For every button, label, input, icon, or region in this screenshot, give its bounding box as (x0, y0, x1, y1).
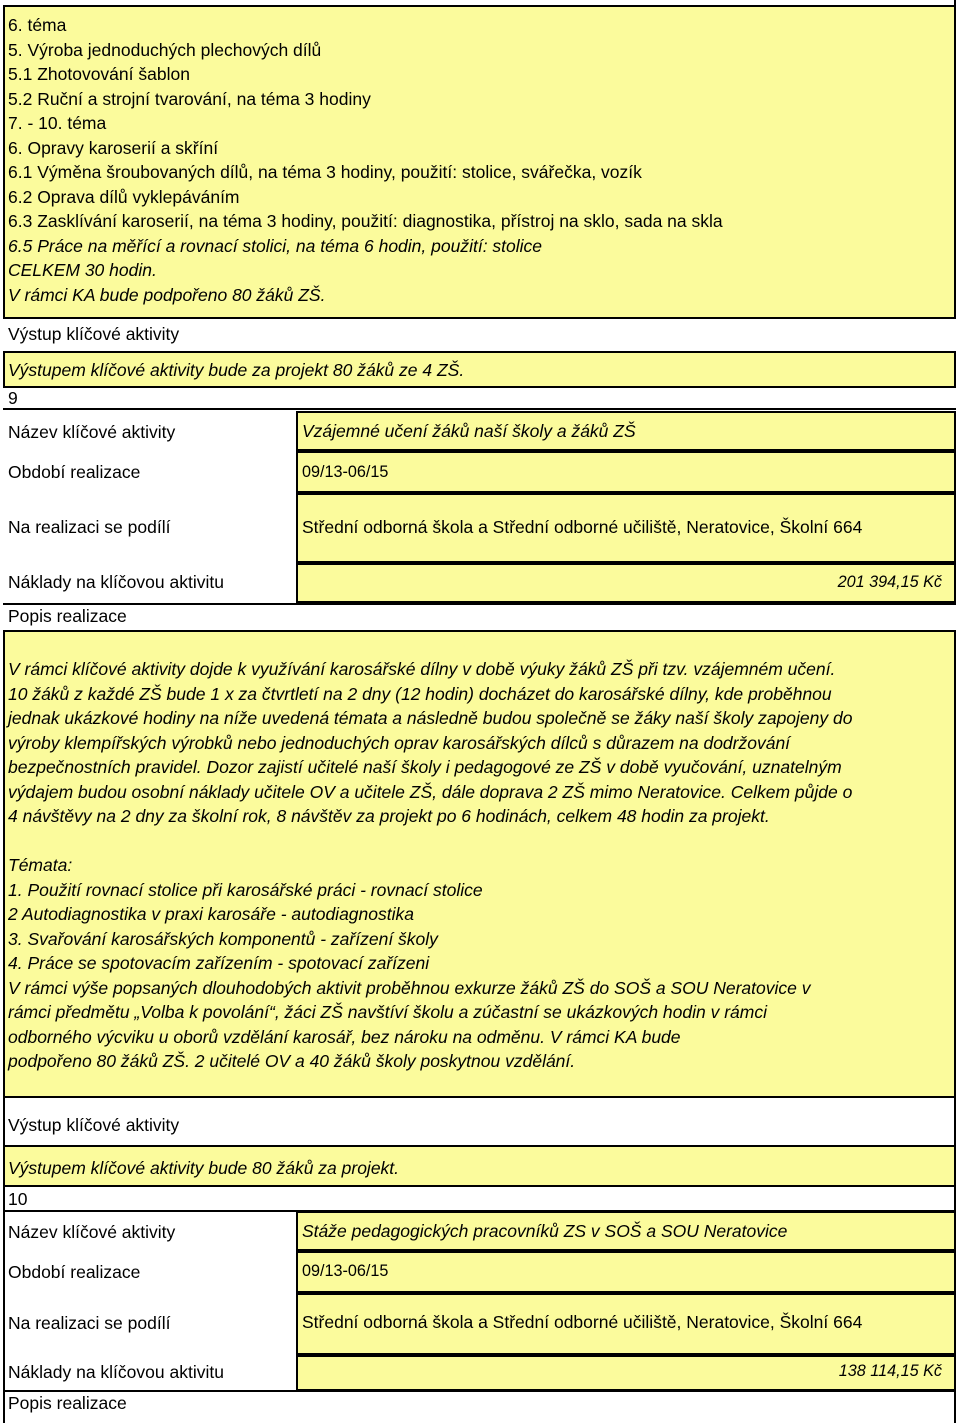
description-line: 4. Práce se spotovacím zařízením - spotovací zařízeni (8, 953, 430, 973)
intro-line: CELKEM 30 hodin. (8, 260, 157, 280)
activity-9-cost-value: 201 394,15 Kč (837, 573, 942, 591)
description-line: odborného výcviku u oborů vzdělání karosář, bez nároku na odměnu. V rámci KA bude (8, 1026, 681, 1047)
activity-9-participant-label: Na realizaci se podílí (8, 517, 171, 537)
description-line: Témata: (8, 855, 73, 875)
activity-9-period-cell (296, 451, 956, 493)
activity-9-number: 9 (8, 388, 18, 408)
activity-10-period-value: 09/13-06/15 (302, 1262, 389, 1280)
intro-line: V rámci KA bude podpořeno 80 žáků ZŠ. (8, 284, 326, 305)
intro-line: 5. Výroba jednoduchých plechových dílů (8, 39, 322, 60)
activity-10-cost-value: 138 114,15 Kč (838, 1362, 942, 1380)
activity-9-name-value: Vzájemné učení žáků naší školy a žáků ZŠ (302, 421, 636, 441)
description-line: 10 žáků z každé ZŠ bude 1 x za čtvrtletí na 2 dny (12 hodin) docházet do karosářské dílny, kde proběhnou (8, 683, 832, 704)
divider-out2b (3, 1185, 956, 1187)
description-line: 4 návštěvy na 2 dny za školní rok, 8 návštěv za projekt po 6 hodinách, celkem 48 hodin za projekt. (8, 806, 770, 826)
description-line: rámci předmětu „Volba k povolání“, žáci ZŠ navštíví školu a zúčastní se ukázkových hodin v rámci (8, 1002, 767, 1022)
activity-10-period-label: Období realizace (8, 1262, 141, 1282)
description-line: jednak ukázkové hodiny na níže uvedená témata a následně budou společně se žáky naší školy zapojeny do (8, 708, 853, 728)
activity-10-participant-value: Střední odborná škola a Střední odborné učiliště, Neratovice, Školní 664 (302, 1312, 863, 1332)
activity-10-name-label: Název klíčové aktivity (8, 1222, 176, 1242)
activity-9-period-label: Období realizace (8, 462, 141, 482)
activity-10-period-cell (296, 1251, 956, 1293)
activity-9-cost-label: Náklady na klíčovou aktivitu (8, 572, 224, 592)
intro-line: 7. - 10. téma (8, 113, 107, 133)
output-label-2: Výstup klíčové aktivity (8, 1115, 180, 1135)
description-line: bezpečnostních pravidel. Dozor zajistí učitelé naší školy i pedagogové ze ZŠ v době vyučování, uznatelným (8, 757, 842, 777)
activity-9-description-label: Popis realizace (8, 606, 127, 626)
intro-line: 5.2 Ruční a strojní tvarování, na téma 3 hodiny (8, 88, 371, 109)
intro-line: 5.1 Zhotovování šablon (8, 64, 190, 84)
output-label-1: Výstup klíčové aktivity (8, 324, 180, 344)
intro-line: 6.5 Práce na měřící a rovnací stolici, na téma 6 hodin, použití: stolice (8, 235, 543, 256)
intro-line: 6.2 Oprava dílů vyklepáváním (8, 186, 240, 207)
activity-10-name-value: Stáže pedagogických pracovníků ZS v SOŠ a SOU Neratovice (302, 1221, 788, 1241)
description-line: V rámci klíčové aktivity dojde k využívání karosářské dílny v době výuky žáků ZŠ při tzv. vzájemném učení. (8, 659, 836, 679)
top-border (3, 5, 956, 7)
intro-line: 6.1 Výměna šroubovaných dílů, na téma 3 hodiny, použití: stolice, svářečka, vozík (8, 162, 642, 182)
activity-10-cost-label: Náklady na klíčovou aktivitu (8, 1362, 224, 1382)
description-line: podpořeno 80 žáků ZŠ. 2 učitelé OV a 40 žáků školy poskytnou vzdělání. (8, 1051, 576, 1071)
description-line: 2 Autodiagnostika v praxi karosáře - autodiagnostika (8, 904, 414, 924)
description-line: 3. Svařování karosářských komponentů - zařízení školy (8, 928, 438, 949)
intro-line: 6.3 Zasklívání karoserií, na téma 3 hodiny, použití: diagnostika, přístroj na sklo, sada na skla (8, 211, 723, 231)
intro-line: 6. téma (8, 15, 67, 35)
activity-9-period-value: 09/13-06/15 (302, 463, 389, 481)
output-text-2: Výstupem klíčové aktivity bude 80 žáků za projekt. (8, 1158, 400, 1178)
activity-10-participant-label: Na realizaci se podílí (8, 1313, 171, 1333)
activity-9-participant-value: Střední odborná škola a Střední odborné učiliště, Neratovice, Školní 664 (302, 517, 863, 537)
activity-9-number-row (3, 386, 956, 410)
activity-10-number: 10 (8, 1189, 28, 1209)
description-line: výdajem budou osobní náklady učitele OV a učitele ZŠ, dále doprava 2 ZŠ mimo Neratovice. Celkem půjde o (8, 781, 853, 802)
output-text-1: Výstupem klíčové aktivity bude za projekt 80 žáků ze 4 ZŠ. (8, 360, 465, 380)
divider-10b (3, 1390, 956, 1392)
divider-9a (3, 603, 956, 605)
divider-desc (3, 1096, 956, 1098)
activity-9-name-label: Název klíčové aktivity (8, 422, 176, 442)
description-line: výroby klempířských výrobků nebo jednoduchých oprav karosářských dílců s důrazem na dodržování (8, 732, 791, 753)
description-line: V rámci výše popsaných dlouhodobých aktivit proběhnou exkurze žáků ZŠ do SOŠ a SOU Neratovice v (8, 977, 811, 998)
description-line: 1. Použití rovnací stolice při karosářské práci - rovnací stolice (8, 879, 483, 900)
activity-10-description-label: Popis realizace (8, 1393, 127, 1413)
intro-line: 6. Opravy karoserií a skříní (8, 137, 219, 158)
